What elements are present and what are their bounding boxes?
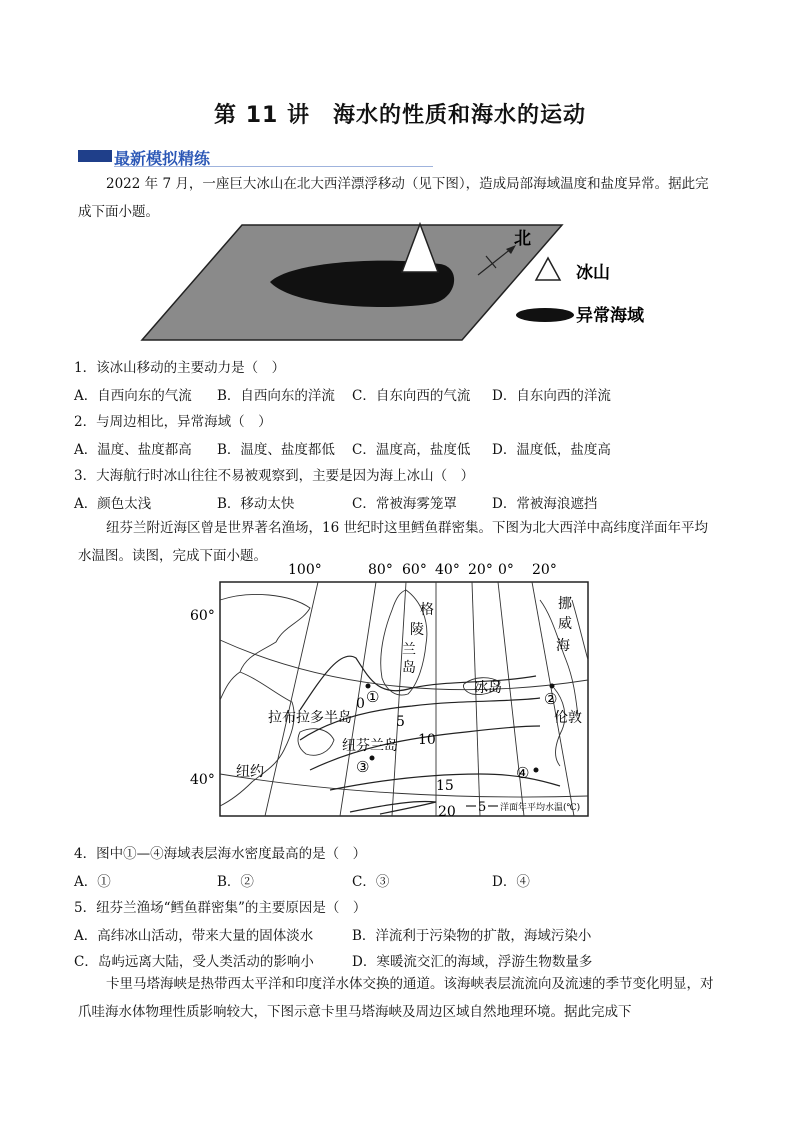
passage-3: 卡里马塔海峡是热带西太平洋和印度洋水体交换的通道。该海峡表层流流向及流速的季节变化明显，对爪哇海水体物理性质影响较大，下图示意卡里马塔海峡及周边区域自然地理环境。据此完成下	[78, 976, 714, 1020]
place-norwegian-sea-1: 挪	[558, 596, 572, 612]
lon-label-0: 0°	[498, 562, 514, 578]
lon-label-40: 40°	[435, 562, 460, 578]
q2-option-c: C．温度高，盐度低	[352, 442, 471, 458]
lat-label-60: 60°	[190, 608, 215, 624]
place-greenland-2: 陵	[410, 622, 424, 638]
figure-iceberg	[140, 220, 670, 345]
legend-iceberg-label: 冰山	[576, 263, 610, 283]
q5-option-a: A．高纬冰山活动，带来大量的固体淡水	[74, 928, 314, 944]
question-1: 1．该冰山移动的主要动力是（ ）	[74, 360, 286, 376]
q5-option-c: C．岛屿远离大陆，受人类活动的影响小	[74, 954, 314, 970]
q4-option-c: C．③	[352, 874, 390, 890]
section-divider	[114, 166, 433, 167]
q4-option-b: B．②	[217, 874, 254, 890]
isotherm-label-0: 0	[356, 696, 365, 712]
passage-1: 2022 年 7 月，一座巨大冰山在北大西洋漂浮移动（见下图），造成局部海域温度和盐度异常。据此完成下面小题。	[78, 176, 709, 220]
q5-option-b: B．洋流利于污染物的扩散，海域污染小	[352, 928, 592, 944]
isotherm-label-5: 5	[396, 714, 405, 730]
point-3-dot	[370, 756, 375, 761]
place-greenland-4: 岛	[402, 660, 416, 676]
place-greenland-3: 兰	[402, 642, 416, 658]
question-2: 2．与周边相比，异常海域（ ）	[74, 414, 272, 430]
page-title: 第 11 讲 海水的性质和海水的运动	[214, 103, 586, 128]
section-title: 最新模拟精练	[114, 149, 211, 168]
q2-option-b: B．温度、盐度都低	[217, 442, 335, 458]
q1-option-d: D．自东向西的洋流	[492, 388, 611, 404]
question-5: 5．纽芬兰渔场“鳕鱼群密集”的主要原因是（ ）	[74, 900, 367, 916]
lat-label-40: 40°	[190, 772, 215, 788]
lon-label-80: 80°	[368, 562, 393, 578]
lon-label-60: 60°	[402, 562, 427, 578]
isotherm-label-15: 15	[436, 778, 454, 794]
question-3: 3．大海航行时冰山往往不易被观察到，主要是因为海上冰山（ ）	[74, 468, 475, 484]
q1-option-a: A．自西向东的气流	[74, 388, 192, 404]
place-greenland-1: 格	[420, 602, 434, 618]
isotherm-label-20: 20	[438, 804, 456, 820]
question-4: 4．图中①—④海域表层海水密度最高的是（ ）	[74, 846, 367, 862]
place-newyork: 纽约	[236, 764, 264, 780]
point-2-label: ②	[544, 690, 558, 708]
place-newfoundland: 纽芬兰岛	[342, 738, 398, 754]
place-labrador: 拉布拉多半岛	[268, 710, 352, 726]
figure-sst-map	[180, 560, 600, 822]
point-1-label: ①	[366, 688, 380, 706]
q2-option-d: D．温度低，盐度高	[492, 442, 611, 458]
place-london: 伦敦	[554, 710, 582, 726]
q2-option-a: A．温度、盐度都高	[74, 442, 192, 458]
place-iceland: 冰岛	[474, 680, 502, 696]
north-label: 北	[514, 229, 531, 249]
q3-option-d: D．常被海浪遮挡	[492, 496, 598, 512]
legend-abnormal-icon	[516, 308, 574, 322]
legend-text: 洋面年平均水温(℃)	[500, 803, 581, 813]
legend-value: 5	[478, 800, 487, 815]
q1-option-b: B．自西向东的洋流	[217, 388, 335, 404]
q1-option-c: C．自东向西的气流	[352, 388, 471, 404]
point-2-dot	[550, 684, 555, 689]
lon-label-20w: 20°	[468, 562, 493, 578]
q5-option-d: D．寒暖流交汇的海域，浮游生物数量多	[352, 954, 593, 970]
lon-label-100: 100°	[288, 562, 322, 578]
q3-option-a: A．颜色太浅	[74, 496, 152, 512]
point-4-label: ④	[516, 764, 530, 782]
legend-abnormal-label: 异常海域	[576, 306, 644, 326]
passage-2: 纽芬兰附近海区曾是世界著名渔场，16 世纪时这里鳕鱼群密集。下图为北大西洋中高纬度洋面年平均水温图。读图，完成下面小题。	[78, 520, 708, 564]
lon-label-20e: 20°	[532, 562, 557, 578]
section-marker	[78, 150, 112, 162]
q4-option-a: A．①	[74, 874, 111, 890]
isotherm-label-10: 10	[418, 732, 436, 748]
point-4-dot	[534, 768, 539, 773]
q3-option-c: C．常被海雾笼罩	[352, 496, 457, 512]
place-norwegian-sea-2: 威	[558, 616, 572, 632]
legend-iceberg-icon	[536, 258, 560, 280]
q3-option-b: B．移动太快	[217, 496, 295, 512]
place-norwegian-sea-3: 海	[556, 638, 570, 654]
point-3-label: ③	[356, 758, 370, 776]
q4-option-d: D．④	[492, 874, 530, 890]
section-header	[78, 146, 433, 168]
